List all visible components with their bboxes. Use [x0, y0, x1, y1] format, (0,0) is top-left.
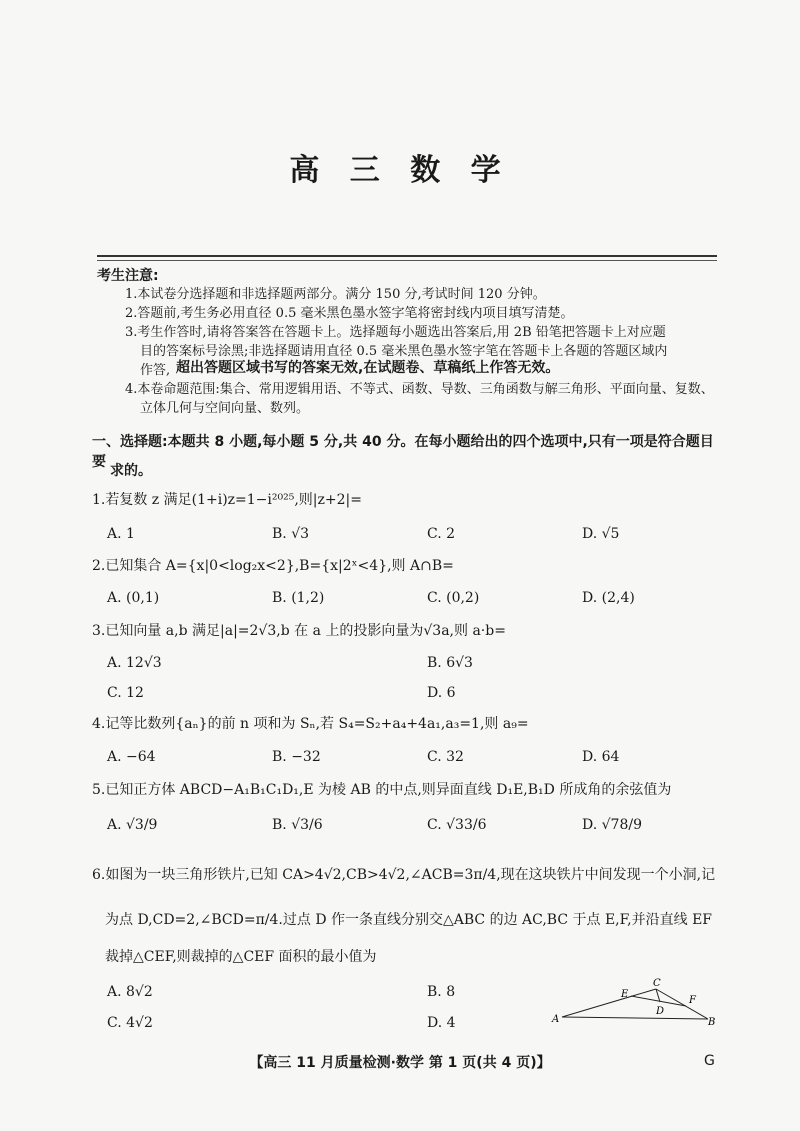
q6-option-b: B. 8 [427, 984, 456, 1000]
q5-option-b: B. √3/6 [272, 817, 323, 833]
notice-item-4-cont: 立体几何与空间向量、数列。 [140, 401, 310, 416]
edge-ab [562, 1017, 708, 1019]
question-2-stem: 2.已知集合 A={x|0<log₂x<2},B={x|2ˣ<4},则 A∩B= [92, 558, 454, 574]
page-title: 高 三 数 学 [289, 153, 511, 188]
label-d: D [656, 1006, 665, 1017]
question-6-line-3: 裁掉△CEF,则裁掉的△CEF 面积的最小值为 [105, 949, 377, 965]
question-6-line-1: 6.如图为一块三角形铁片,已知 CA>4√2,CB>4√2,∠ACB=3π/4,现在这块铁片中间发现一个小洞,记 [92, 867, 716, 883]
question-3-stem: 3.已知向量 a,b 满足|a|=2√3,b 在 a 上的投影向量为√3a,则 a·b= [92, 623, 506, 639]
q1-option-b: B. √3 [272, 526, 310, 542]
q5-option-c: C. √33/6 [427, 817, 487, 833]
q2-option-b: B. (1,2) [272, 590, 325, 606]
label-a: A [552, 1014, 560, 1025]
notice-item-3-end: 作答, [140, 363, 171, 378]
edge-ac [562, 989, 656, 1017]
q4-option-c: C. 32 [427, 749, 464, 765]
q6-option-a: A. 8√2 [107, 984, 153, 1000]
notice-item-1: 1.本试卷分选择题和非选择题两部分。满分 150 分,考试时间 120 分钟。 [125, 287, 546, 302]
page-footer: 【高三 11 月质量检测·数学 第 1 页(共 4 页)】 [249, 1055, 551, 1071]
q6-option-c: C. 4√2 [107, 1015, 153, 1031]
notice-heading: 考生注意: [97, 268, 159, 284]
question-5-stem: 5.已知正方体 ABCD−A₁B₁C₁D₁,E 为棱 AB 的中点,则异面直线 D₁E,B₁D 所成角的余弦值为 [92, 782, 672, 798]
triangle-figure [548, 975, 718, 1030]
q5-option-a: A. √3/9 [107, 817, 158, 833]
q3-option-d: D. 6 [427, 685, 456, 701]
notice-item-3-cont: 目的答案标号涂黑;非选择题请用直径 0.5 毫米黑色墨水签字笔在答题卡上各题的答题区域内 [140, 344, 668, 359]
q2-option-c: C. (0,2) [427, 590, 480, 606]
q1-option-a: A. 1 [107, 526, 135, 542]
q6-option-d: D. 4 [427, 1015, 456, 1031]
q3-option-b: B. 6√3 [427, 655, 473, 671]
q4-option-b: B. −32 [272, 749, 321, 765]
q4-option-d: D. 64 [582, 749, 620, 765]
label-b: B [708, 1017, 716, 1028]
label-f: F [689, 995, 696, 1006]
label-c: C [653, 978, 661, 989]
q1-option-c: C. 2 [427, 526, 456, 542]
label-e: E [621, 989, 629, 1000]
section-heading: 一、选择题:本题共 8 小题,每小题 5 分,共 40 分。在每小题给出的四个选项中,只有一项是符合题目要 [92, 434, 714, 470]
notice-item-2: 2.答题前,考生务必用直径 0.5 毫米黑色墨水签字笔将密封线内项目填写清楚。 [125, 306, 574, 321]
question-1-stem: 1.若复数 z 满足(1+i)z=1−i²⁰²⁵,则|z+2|= [92, 492, 362, 508]
q4-option-a: A. −64 [107, 749, 156, 765]
q1-option-d: D. √5 [582, 526, 620, 542]
question-6-line-2: 为点 D,CD=2,∠BCD=π/4.过点 D 作一条直线分别交△ABC 的边 AC,BC 于点 E,F,并沿直线 EF [105, 912, 713, 928]
q5-option-d: D. √78/9 [582, 817, 642, 833]
version-mark: G [704, 1053, 715, 1069]
notice-item-3: 3.考生作答时,请将答案答在答题卡上。选择题每小题选出答案后,用 2B 铅笔把答题卡上对应题 [125, 325, 666, 340]
divider [97, 255, 717, 257]
q2-option-d: D. (2,4) [582, 590, 635, 606]
q3-option-a: A. 12√3 [107, 655, 162, 671]
notice-item-4: 4.本卷命题范围:集合、常用逻辑用语、不等式、函数、导数、三角函数与解三角形、平面向量、复数、 [125, 382, 714, 397]
notice-emphasis: 超出答题区域书写的答案无效,在试题卷、草稿纸上作答无效。 [176, 360, 560, 376]
section-heading-cont: 求的。 [110, 463, 152, 479]
q3-option-c: C. 12 [107, 685, 144, 701]
q2-option-a: A. (0,1) [107, 590, 160, 606]
question-4-stem: 4.记等比数列{aₙ}的前 n 项和为 Sₙ,若 S₄=S₂+a₄+4a₁,a₃=1,则 a₉= [92, 716, 529, 732]
divider [97, 260, 717, 261]
